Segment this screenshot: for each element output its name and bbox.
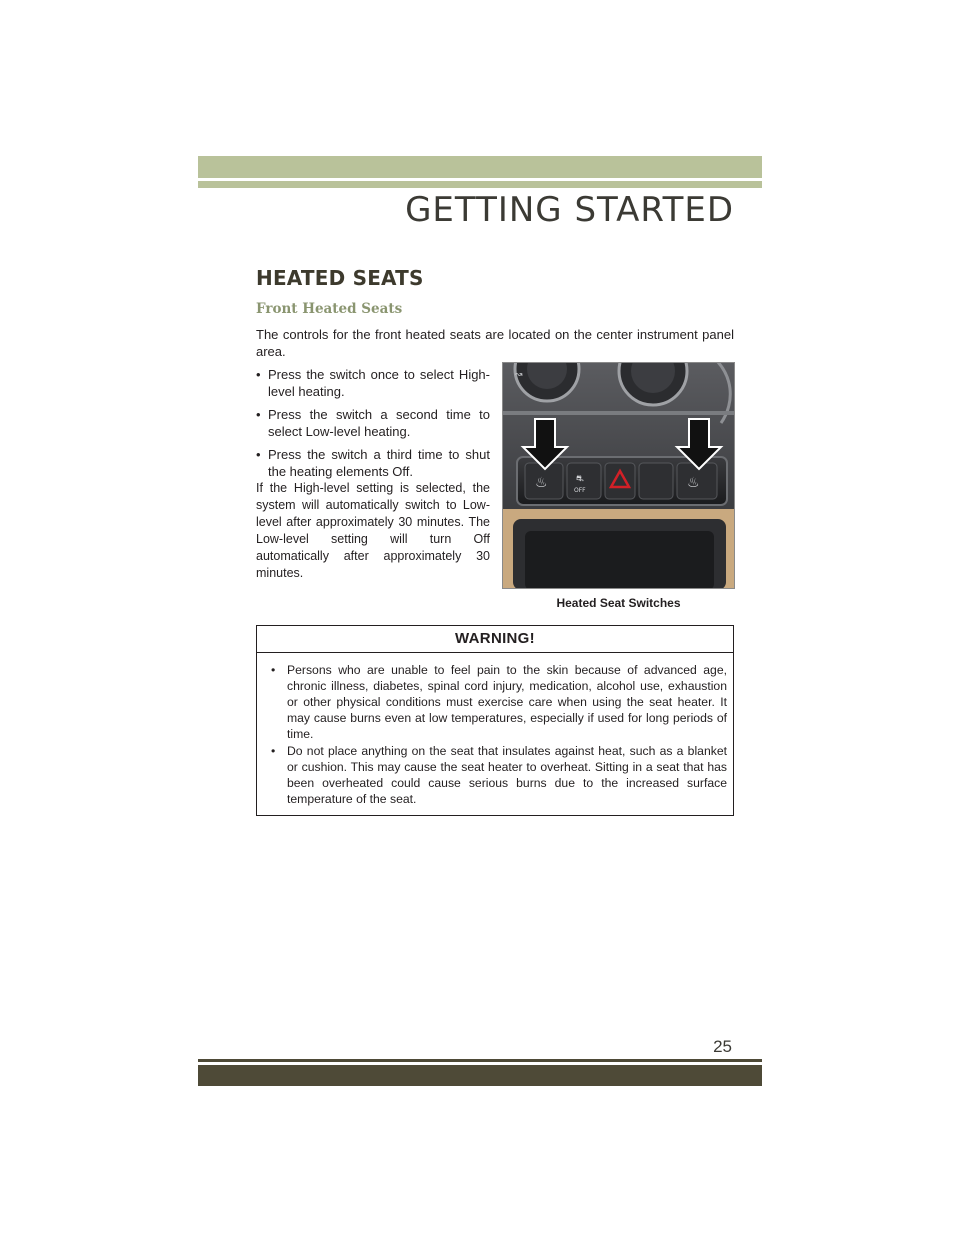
- header-band: [198, 156, 762, 178]
- figure-caption: Heated Seat Switches: [556, 596, 681, 610]
- section-header: GETTING STARTED: [405, 190, 734, 230]
- seat-heat-icon: ♨: [687, 475, 700, 491]
- warning-list: [271, 662, 727, 808]
- page-subheading: Front Heated Seats: [256, 301, 403, 317]
- off-label: OFF: [574, 487, 586, 494]
- svg-text:⛐: ⛐: [576, 474, 584, 484]
- footer-line: [198, 1059, 762, 1062]
- instruction-item: • Press the switch once to select High-level heating.: [256, 366, 490, 400]
- warning-item: • Do not place anything on the seat that insulates against heat, such as a blanket or cushion. This may cause the seat heater to overheat. Sitting in a seat that has been overheated could cause serious burns due to the increased surface temperature of the seat.: [271, 743, 727, 807]
- warning-item: • Persons who are unable to feel pain to the skin because of advanced age, chronic illness, diabetes, spinal cord injury, medication, alcohol use, exhaustion or other physical conditions must exercise care when using the seat heater. It may cause burns even at low temperatures, especially if used for long periods of time.: [271, 662, 727, 742]
- warning-box: [256, 625, 734, 816]
- page-number: 25: [713, 1037, 732, 1056]
- seat-heat-icon: ♨: [535, 475, 548, 491]
- header-band-line: [198, 181, 762, 188]
- page-heading: HEATED SEATS: [256, 266, 424, 290]
- warning-title: WARNING!: [257, 626, 733, 653]
- instruction-item: • Press the switch a third time to shut the heating elements Off.: [256, 446, 490, 480]
- svg-text:↝: ↝: [515, 370, 523, 380]
- instruction-list: [256, 366, 490, 486]
- heated-seat-switches-photo: [502, 362, 735, 589]
- hazard-switch: [605, 463, 635, 499]
- timer-paragraph: If the High-level setting is selected, the system will automatically switch to Low-level after approximately 30 minutes. The Low-level setting will turn Off automatically after approximately 30 minutes.: [256, 481, 490, 580]
- instruction-item: • Press the switch a second time to select Low-level heating.: [256, 406, 490, 440]
- footer-band: [198, 1065, 762, 1086]
- intro-text: The controls for the front heated seats are located on the center instrument panel area.: [256, 327, 734, 359]
